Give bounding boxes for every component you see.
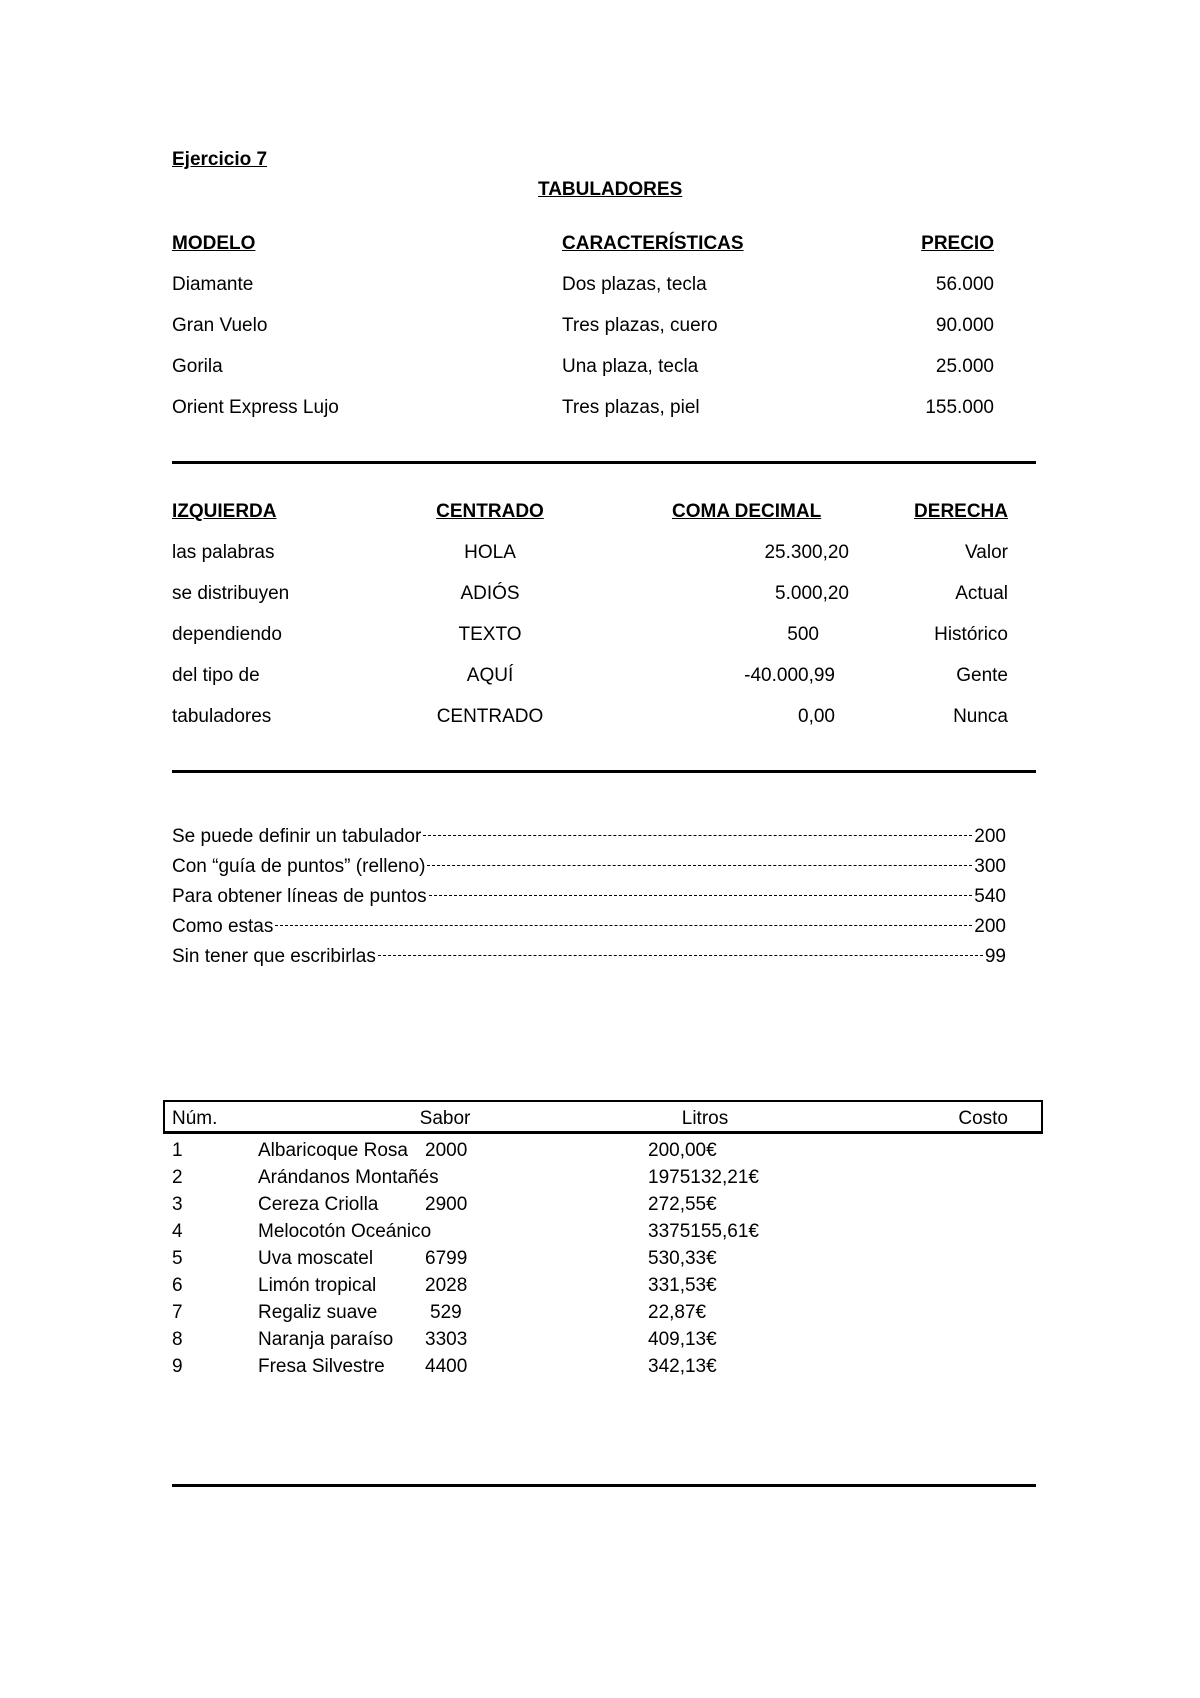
model-features: Una plaza, tecla [562,356,699,377]
flavor-num: 5 [172,1248,183,1269]
divider-line [172,461,1036,464]
align-center-cell: ADIÓS [460,583,520,604]
flavor-cost: 272,55€ [648,1194,717,1215]
flavor-cost: 409,13€ [648,1329,717,1350]
leader-fill [275,925,972,926]
leader-text: Se puede definir un tabulador [172,826,422,847]
leader-value: 540 [974,886,1006,907]
flavor-liters: 2000 [425,1140,468,1161]
leader-line [172,857,1006,876]
flavor-liters: 529 [430,1302,462,1323]
flavor-num: 1 [172,1140,183,1161]
align-header-coma-decimal: COMA DECIMAL [672,501,822,522]
model-features: Tres plazas, cuero [562,315,718,336]
align-left-cell: se distribuyen [172,583,290,604]
flavor-cost: 200,00€ [648,1140,717,1161]
model-features: Dos plazas, tecla [562,274,707,295]
leader-fill [429,895,973,896]
flavor-name: Melocotón Oceánico [258,1221,432,1242]
flavor-cost: 22,87€ [648,1302,707,1323]
flavors-header-underline [163,1131,1043,1134]
flavor-cost: 342,13€ [648,1356,717,1377]
flavor-cost: 530,33€ [648,1248,717,1269]
flavor-cost: 3375155,61€ [648,1221,759,1242]
flavors-header-num: Núm. [172,1108,218,1129]
flavor-num: 7 [172,1302,183,1323]
flavors-header-litros: Litros [681,1108,729,1129]
align-decimal-cell: 25.300,20 [764,542,849,563]
flavor-num: 6 [172,1275,183,1296]
model-price: 56.000 [935,274,994,295]
leader-text: Para obtener líneas de puntos [172,886,427,907]
model-name: Diamante [172,274,254,295]
model-price: 155.000 [925,397,994,418]
flavor-liters: 4400 [425,1356,468,1377]
align-right-cell: Actual [955,583,1008,604]
flavor-name: Uva moscatel [258,1248,374,1269]
leader-text: Con “guía de puntos” (relleno) [172,856,426,877]
flavor-liters: 2028 [425,1275,468,1296]
flavor-name: Arándanos Montañés [258,1167,439,1188]
flavor-name: Cereza Criolla [258,1194,379,1215]
align-left-cell: del tipo de [172,665,260,686]
model-features: Tres plazas, piel [562,397,700,418]
flavor-num: 8 [172,1329,183,1350]
align-header-izquierda: IZQUIERDA [172,501,277,522]
model-name: Gran Vuelo [172,315,268,336]
align-decimal-cell: 0,00 [798,706,835,727]
leader-value: 300 [974,856,1006,877]
align-header-centrado: CENTRADO [436,501,544,522]
align-header-derecha: DERECHA [914,501,1008,522]
flavors-header-costo: Costo [958,1108,1008,1129]
flavor-num: 3 [172,1194,183,1215]
align-decimal-cell: 5.000,20 [775,583,849,604]
leader-line [172,827,1006,846]
align-right-cell: Valor [965,542,1008,563]
align-right-cell: Nunca [953,706,1008,727]
leader-line [172,887,1006,906]
flavor-name: Limón tropical [258,1275,377,1296]
model-price: 90.000 [935,315,994,336]
exercise-title: Ejercicio 7 [172,149,268,170]
flavor-cost: 1975132,21€ [648,1167,759,1188]
models-header-precio: PRECIO [921,233,994,254]
models-header-modelo: MODELO [172,233,256,254]
align-center-cell: AQUÍ [466,665,514,686]
section-title: TABULADORES [538,179,683,200]
leader-value: 200 [974,826,1006,847]
flavor-num: 2 [172,1167,183,1188]
align-right-cell: Histórico [934,624,1008,645]
leader-text: Sin tener que escribirlas [172,946,376,967]
flavor-name: Naranja paraíso [258,1329,394,1350]
align-center-cell: CENTRADO [436,706,544,727]
align-center-cell: HOLA [464,542,516,563]
model-name: Orient Express Lujo [172,397,339,418]
flavor-liters: 3303 [425,1329,468,1350]
align-decimal-cell: 500 [787,624,819,645]
align-left-cell: tabuladores [172,706,272,727]
align-left-cell: las palabras [172,542,275,563]
leader-fill [423,835,972,836]
model-name: Gorila [172,356,223,377]
models-header-caracteristicas: CARACTERÍSTICAS [562,233,744,254]
flavor-liters: 2900 [425,1194,468,1215]
align-decimal-cell: -40.000,99 [744,665,835,686]
align-left-cell: dependiendo [172,624,282,645]
divider-line [172,770,1036,773]
flavors-header-sabor: Sabor [419,1108,471,1129]
flavor-num: 9 [172,1356,183,1377]
leader-value: 200 [974,916,1006,937]
flavor-liters: 6799 [425,1248,468,1269]
leader-line [172,947,1006,966]
divider-line [172,1484,1036,1487]
flavor-name: Regaliz suave [258,1302,378,1323]
leader-line [172,917,1006,936]
align-right-cell: Gente [956,665,1008,686]
leader-text: Como estas [172,916,274,937]
flavor-name: Albaricoque Rosa [258,1140,408,1161]
align-center-cell: TEXTO [458,624,522,645]
flavor-cost: 331,53€ [648,1275,717,1296]
leader-value: 99 [984,946,1006,967]
model-price: 25.000 [935,356,994,377]
leader-fill [427,865,972,866]
flavor-name: Fresa Silvestre [258,1356,385,1377]
leader-fill [378,955,983,956]
flavor-num: 4 [172,1221,183,1242]
